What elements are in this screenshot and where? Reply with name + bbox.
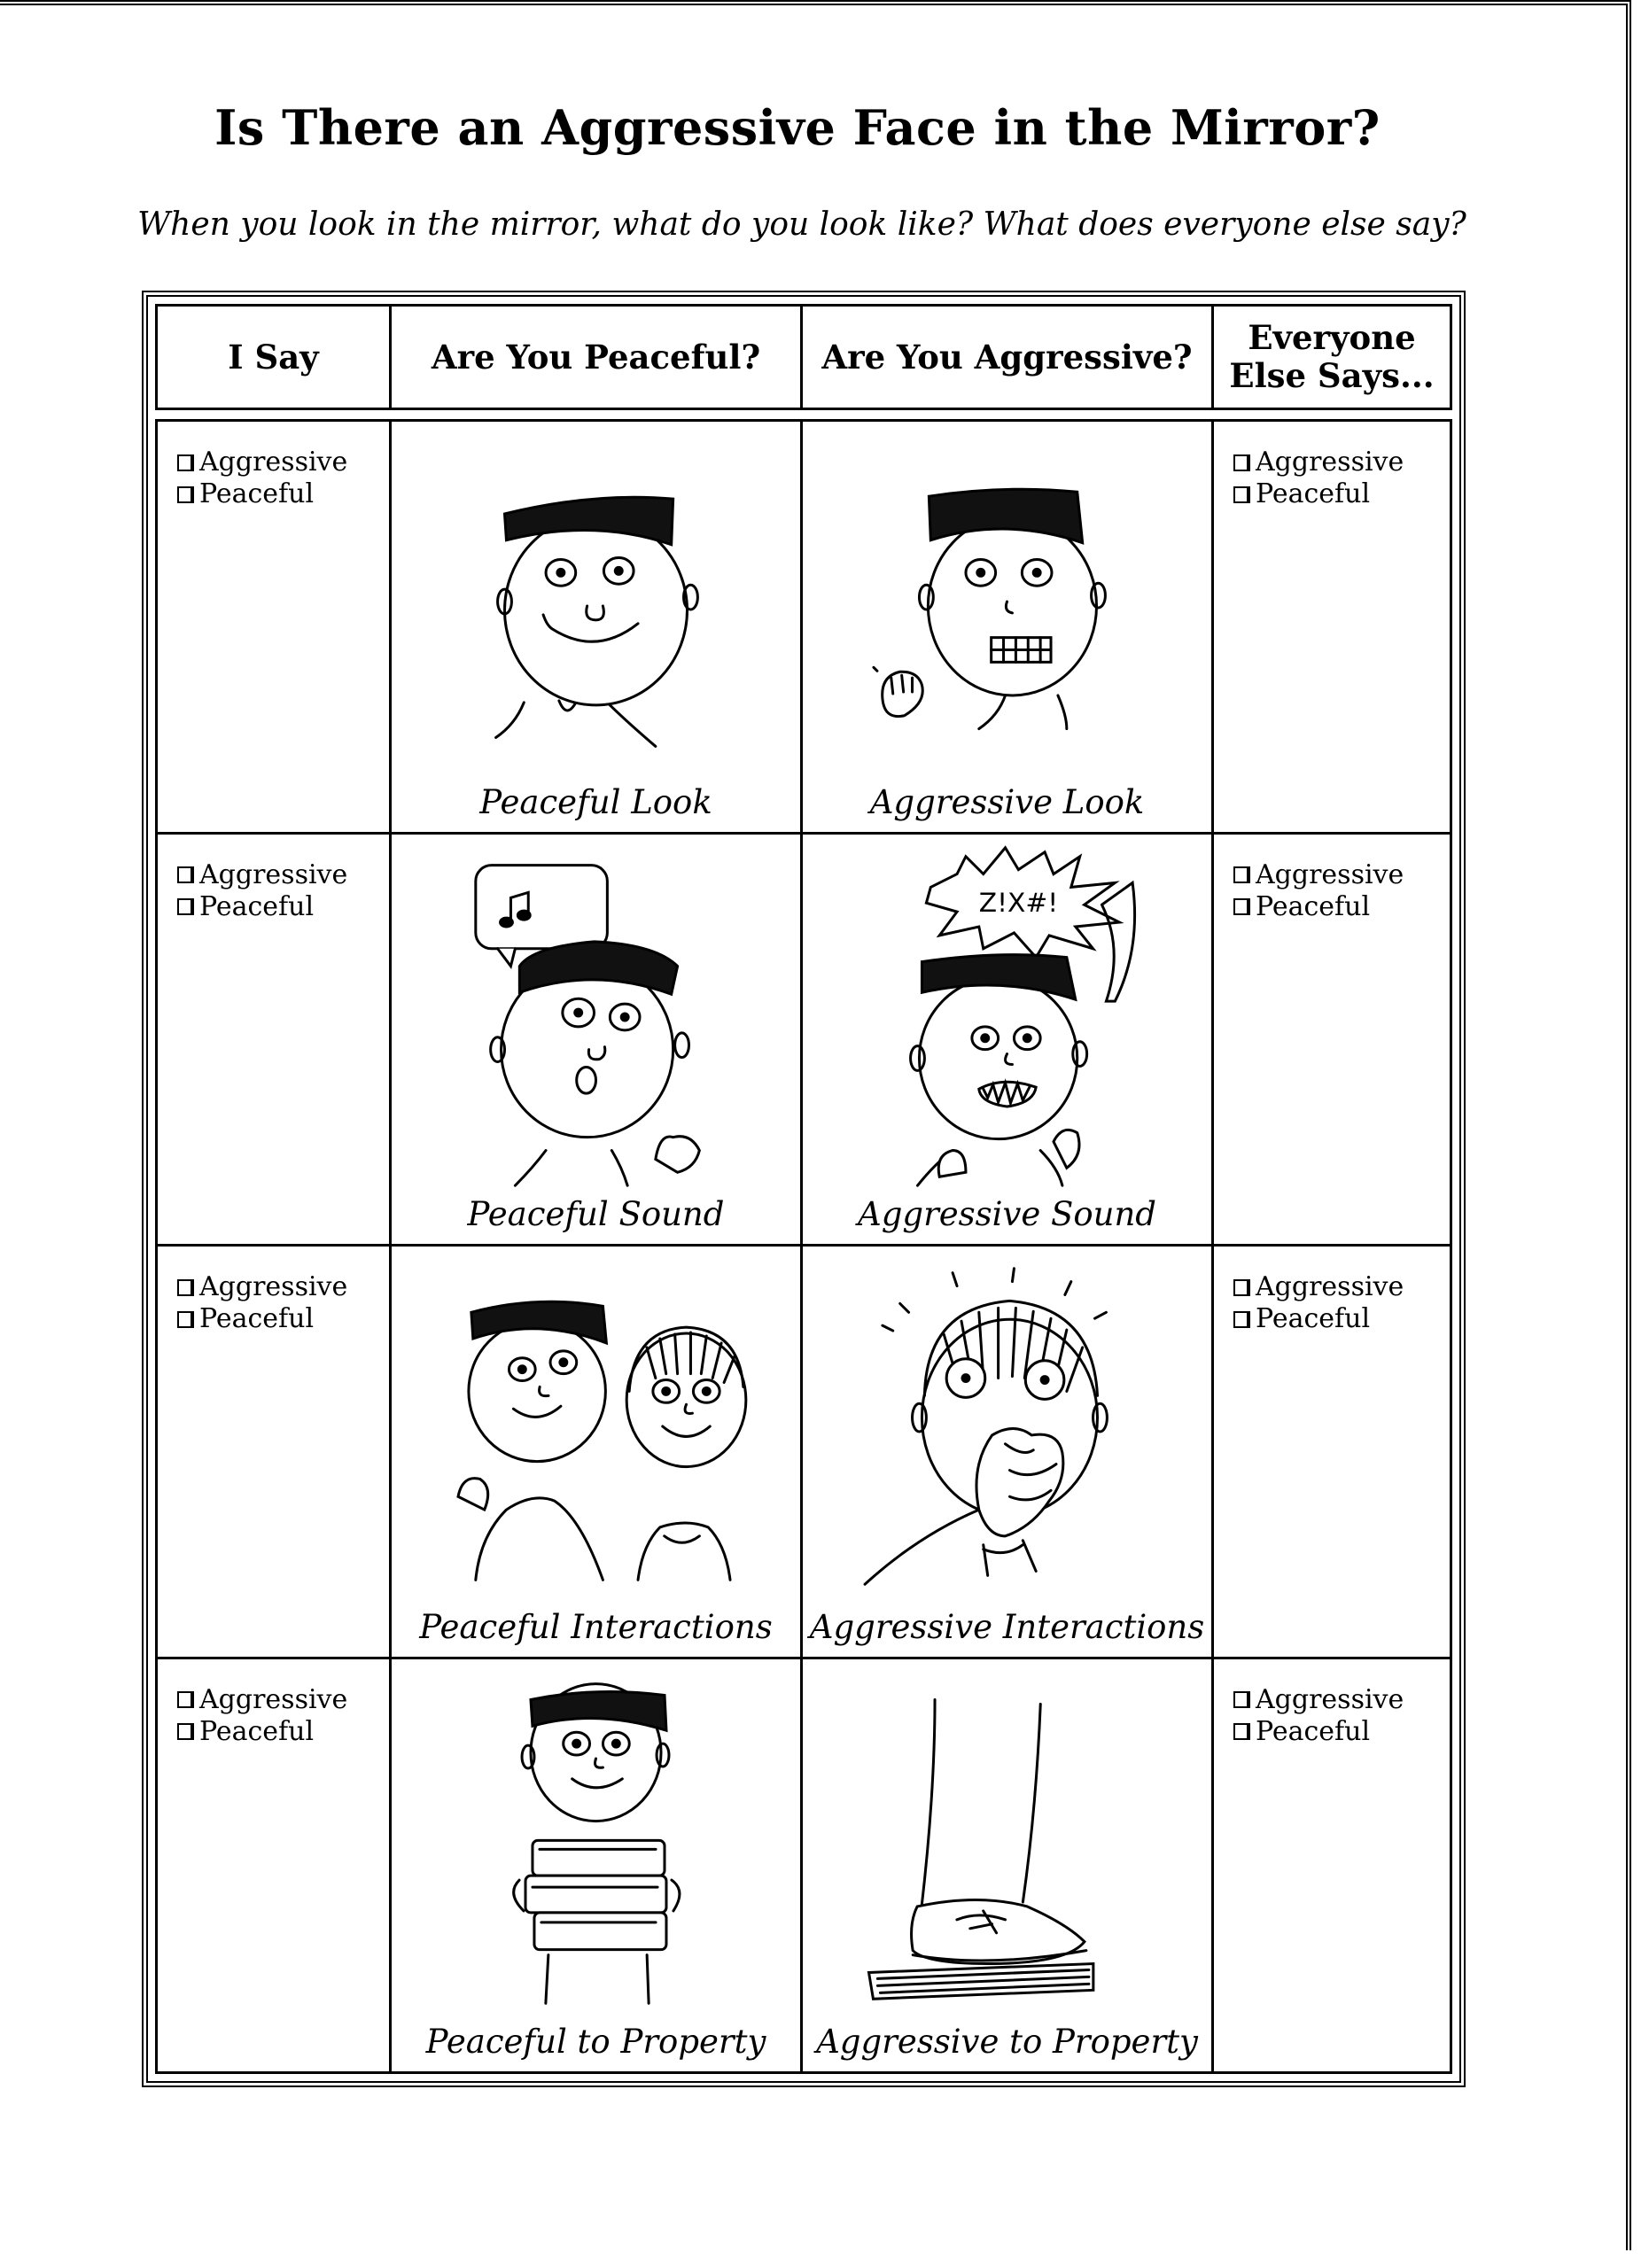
aggressive-caption: Aggressive Interactions — [809, 1607, 1205, 1646]
aggressive-cell — [803, 1659, 1214, 2072]
peaceful-interactions-illustration — [392, 1247, 800, 1657]
table-body — [155, 419, 1452, 2074]
checkbox-icon — [177, 1279, 192, 1296]
peaceful-cell — [392, 422, 803, 835]
everyone-else-cell — [1214, 1247, 1450, 1659]
i-say-peaceful-checkbox[interactable]: Peaceful — [177, 1303, 347, 1335]
peaceful-caption: Peaceful to Property — [425, 2023, 766, 2061]
checkbox-icon — [177, 1311, 192, 1328]
i-say-cell — [158, 422, 392, 835]
peaceful-to-property-illustration — [392, 1659, 800, 2072]
everyone-peaceful-checkbox[interactable]: Peaceful — [1233, 1716, 1404, 1748]
everyone-peaceful-checkbox[interactable]: Peaceful — [1233, 478, 1404, 510]
checkbox-icon — [177, 866, 192, 883]
checkbox-icon — [1233, 866, 1248, 883]
checkbox-icon — [177, 898, 192, 915]
aggressive-cell — [803, 1247, 1214, 1659]
speech-text: Z!X#! — [978, 887, 1059, 919]
header-everyone-else — [1214, 307, 1450, 408]
i-say-cell — [158, 1247, 392, 1659]
aggressive-cell — [803, 422, 1214, 835]
checkbox-icon — [1233, 486, 1248, 503]
checkbox-icon — [177, 454, 192, 471]
peaceful-cell — [392, 835, 803, 1247]
aggressive-to-property-illustration — [803, 1659, 1211, 2072]
aggressive-look-illustration — [803, 422, 1211, 832]
page-title: Is There an Aggressive Face in the Mirror? — [214, 99, 1381, 156]
peaceful-sound-illustration — [392, 835, 800, 1245]
i-say-peaceful-checkbox[interactable]: Peaceful — [177, 891, 347, 923]
header-everyone-line1: Everyone — [1248, 318, 1416, 358]
i-say-peaceful-checkbox[interactable]: Peaceful — [177, 1716, 347, 1748]
i-say-peaceful-checkbox[interactable]: Peaceful — [177, 478, 347, 510]
checkbox-icon — [1233, 1279, 1248, 1296]
peaceful-cell — [392, 1659, 803, 2072]
peaceful-look-illustration — [392, 422, 800, 832]
i-say-aggressive-checkbox[interactable]: Aggressive — [177, 447, 347, 478]
page-subtitle: When you look in the mirror, what do you look like? What does everyone else say? — [137, 206, 1466, 243]
header-i-say: I Say — [158, 307, 392, 408]
everyone-peaceful-checkbox[interactable]: Peaceful — [1233, 891, 1404, 923]
everyone-else-cell — [1214, 1659, 1450, 2072]
checkbox-icon — [1233, 1691, 1248, 1708]
aggressive-cell — [803, 835, 1214, 1247]
i-say-cell — [158, 1659, 392, 2072]
checkbox-icon — [1233, 898, 1248, 915]
peaceful-caption: Peaceful Interactions — [419, 1607, 773, 1646]
everyone-aggressive-checkbox[interactable]: Aggressive — [1233, 447, 1404, 478]
aggressive-caption: Aggressive Look — [869, 782, 1145, 821]
i-say-cell — [158, 835, 392, 1247]
checkbox-icon — [1233, 454, 1248, 471]
checkbox-icon — [1233, 1723, 1248, 1740]
aggressive-caption: Aggressive to Property — [816, 2023, 1198, 2061]
aggressive-interactions-illustration — [803, 1247, 1211, 1657]
aggressive-caption: Aggressive Sound — [857, 1195, 1156, 1233]
checkbox-icon — [177, 486, 192, 503]
worksheet-table — [142, 291, 1466, 2087]
peaceful-caption: Peaceful Sound — [467, 1195, 725, 1233]
everyone-aggressive-checkbox[interactable]: Aggressive — [1233, 1684, 1404, 1716]
i-say-aggressive-checkbox[interactable]: Aggressive — [177, 1271, 347, 1303]
table-header — [155, 304, 1452, 410]
everyone-peaceful-checkbox[interactable]: Peaceful — [1233, 1303, 1404, 1335]
header-aggressive: Are You Aggressive? — [803, 307, 1214, 408]
checkbox-icon — [177, 1723, 192, 1740]
header-everyone-line2: Else Says... — [1229, 356, 1435, 395]
everyone-else-cell — [1214, 422, 1450, 835]
i-say-aggressive-checkbox[interactable]: Aggressive — [177, 859, 347, 891]
aggressive-sound-illustration — [803, 835, 1211, 1245]
everyone-aggressive-checkbox[interactable]: Aggressive — [1233, 859, 1404, 891]
checkbox-icon — [177, 1691, 192, 1708]
everyone-aggressive-checkbox[interactable]: Aggressive — [1233, 1271, 1404, 1303]
i-say-aggressive-checkbox[interactable]: Aggressive — [177, 1684, 347, 1716]
peaceful-cell — [392, 1247, 803, 1659]
header-peaceful: Are You Peaceful? — [392, 307, 803, 408]
everyone-else-cell — [1214, 835, 1450, 1247]
checkbox-icon — [1233, 1311, 1248, 1328]
peaceful-caption: Peaceful Look — [479, 782, 712, 821]
